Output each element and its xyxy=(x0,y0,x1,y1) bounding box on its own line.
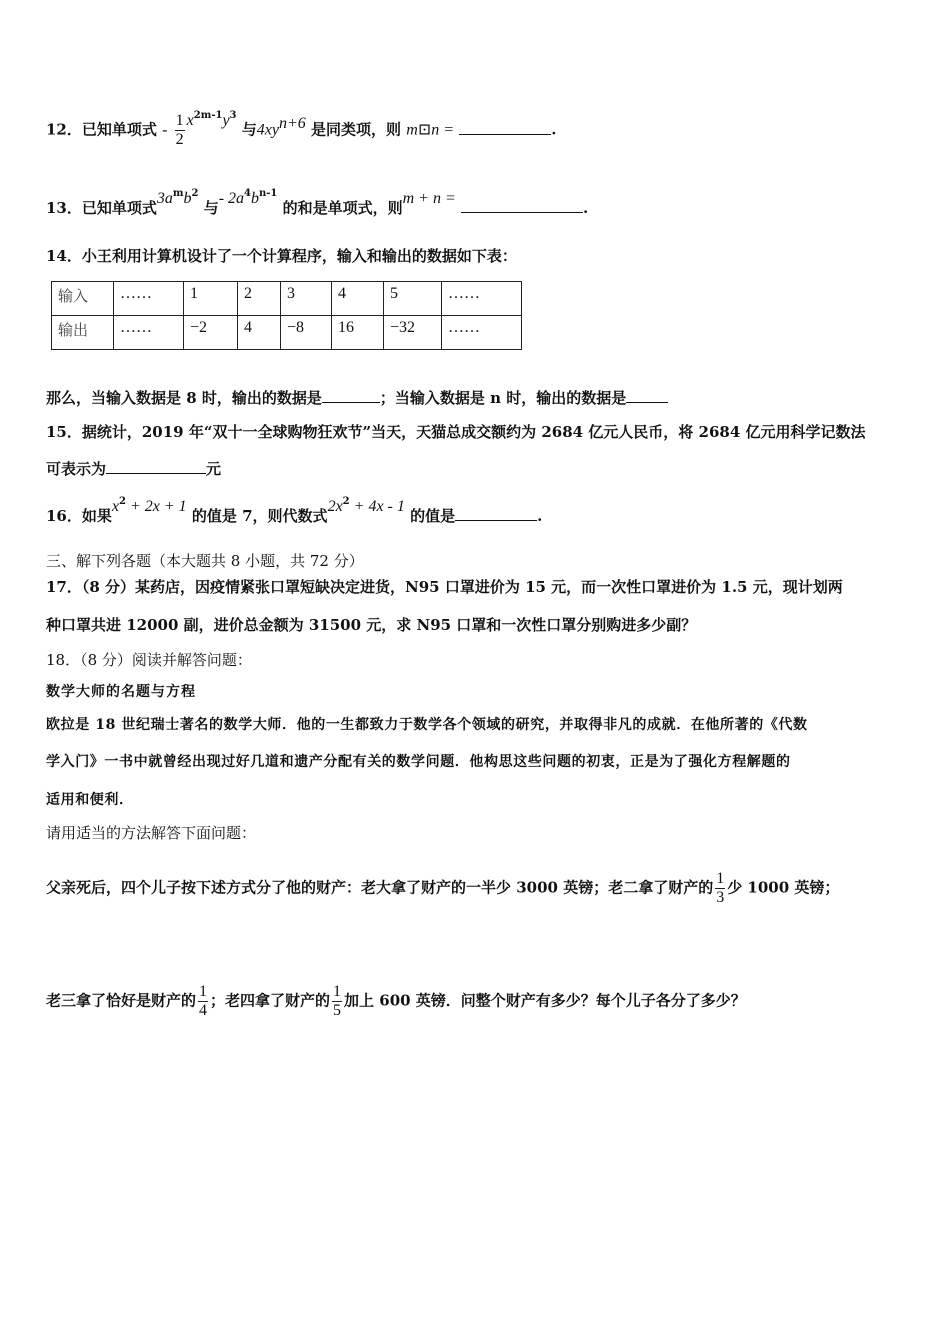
question-15-line2 xyxy=(46,459,221,479)
io-table xyxy=(51,281,522,350)
q13-term1-b-exp: 2 xyxy=(191,188,199,199)
q15-line1: 15．据统计，2019 年“双十一全球购物狂欢节”当天，天猫总成交额约为 2684 亿元人民币，将 2684 亿元用科学记数法 xyxy=(46,423,866,441)
q18-frac3-num: 1 xyxy=(333,983,342,1000)
q14-answer-blank-1[interactable] xyxy=(322,388,380,403)
q16-end: . xyxy=(537,507,543,525)
question-14-followup xyxy=(46,388,668,408)
table-cell: …… xyxy=(442,316,522,350)
question-18-line1 xyxy=(46,650,252,670)
q18-title: 数学大师的名题与方程 xyxy=(46,684,196,700)
table-row-input xyxy=(52,282,522,316)
q14-text: 14．小王利用计算机设计了一个计算程序，输入和输出的数据如下表： xyxy=(46,247,517,265)
q16-expr1-exp: 2 xyxy=(118,496,126,507)
q16-expr2-rest: + 4x - 1 xyxy=(349,498,405,515)
q12-prefix: 12．已知单项式 xyxy=(46,120,157,139)
table-cell: …… xyxy=(114,316,184,350)
table-cell: 1 xyxy=(184,282,238,316)
q14-answer-blank-2[interactable] xyxy=(626,388,668,403)
q12-frac-num: 1 xyxy=(175,112,184,129)
q16-expr1-rest: + 2x + 1 xyxy=(125,498,187,515)
q14-followup-b: ；当输入数据是 n 时，输出的数据是 xyxy=(379,389,627,407)
table-cell-output-label: 输出 xyxy=(52,316,114,350)
q13-term2-b: b xyxy=(250,190,259,207)
q13-prefix: 13．已知单项式 xyxy=(46,199,157,217)
q18-fraction-third xyxy=(715,870,725,907)
q12-fraction xyxy=(175,112,185,149)
question-17-line1 xyxy=(46,577,843,597)
q12-term2: 4xy xyxy=(256,121,279,139)
table-cell: 5 xyxy=(384,282,442,316)
q12-term1-sign: - xyxy=(162,121,168,139)
q18-fraction-quarter xyxy=(198,983,208,1020)
q13-end: . xyxy=(583,199,589,217)
question-13 xyxy=(46,188,589,221)
q13-term2: - 2a xyxy=(218,190,245,207)
q13-expr: m + n = xyxy=(402,190,456,207)
question-17-line2 xyxy=(46,615,696,635)
table-cell: 2 xyxy=(238,282,281,316)
table-cell-input-label: 输入 xyxy=(52,282,114,316)
q12-mid: 与 xyxy=(241,120,257,139)
section-3-title: 三、解下列各题（本大题共 8 小题，共 72 分） xyxy=(46,552,364,570)
q13-suffix: 的和是单项式，则 xyxy=(282,199,403,217)
table-cell: 4 xyxy=(238,316,281,350)
q12-term1-x: x xyxy=(186,111,194,129)
table-cell: −32 xyxy=(384,316,442,350)
q18-para3: 适用和便利． xyxy=(46,792,134,808)
q17-line1: 17．（8 分）某药店，因疫情紧张口罩短缺决定进货，N95 口罩进价为 15 元，而一次性口罩进价为 1.5 元，现计划两 xyxy=(46,578,843,596)
table-cell: …… xyxy=(114,282,184,316)
q12-expr-m: m xyxy=(406,121,418,139)
question-15-line1 xyxy=(46,422,866,442)
q18-problem-line-1 xyxy=(46,870,839,907)
q12-term1-y: y xyxy=(222,111,230,129)
q18-frac2-num: 1 xyxy=(199,983,208,1000)
q13-term1-b: b xyxy=(183,190,192,207)
q18-problem1-b: 少 1000 英镑； xyxy=(727,878,840,897)
q18-reading-title xyxy=(46,682,196,702)
question-14 xyxy=(46,246,517,266)
table-row-output xyxy=(52,316,522,350)
q13-answer-blank[interactable] xyxy=(461,198,583,213)
q16-mid: 的值是 7，则代数式 xyxy=(191,507,328,525)
q13-term2-b-exp: n-1 xyxy=(258,188,278,199)
q18-problem1-a: 父亲死后，四个儿子按下述方式分了他的财产：老大拿了财产的一半少 3000 英镑；老二拿了财产的 xyxy=(46,878,714,897)
q12-frac-den: 2 xyxy=(175,131,184,148)
q12-expr-n: n = xyxy=(431,121,455,139)
q15-answer-blank[interactable] xyxy=(106,459,206,474)
table-cell: −8 xyxy=(281,316,332,350)
q18-para1: 欧拉是 18 世纪瑞士著名的数学大师．他的一生都致力于数学各个领域的研究，并取得非凡的成就．在他所著的《代数 xyxy=(46,717,808,733)
q14-followup-a: 那么，当输入数据是 8 时，输出的数据是 xyxy=(46,389,322,407)
q18-problem-line-2 xyxy=(46,983,746,1020)
q18-frac1-num: 1 xyxy=(716,870,725,887)
q12-expr-op: ⊡ xyxy=(417,121,432,139)
q15-line2-b: 元 xyxy=(206,460,222,478)
q18-problem2-c: 加上 600 英镑．问整个财产有多少？每个儿子各分了多少？ xyxy=(344,991,746,1010)
q18-fraction-fifth xyxy=(332,983,342,1020)
q15-line2-a: 可表示为 xyxy=(46,460,107,478)
q18-instruction-line xyxy=(46,823,256,843)
table-cell: 3 xyxy=(281,282,332,316)
q12-end: . xyxy=(551,120,557,139)
q18-frac3-den: 5 xyxy=(333,1002,342,1019)
q18-problem2-b: ；老四拿了财产的 xyxy=(210,991,331,1010)
q16-prefix: 16．如果 xyxy=(46,507,112,525)
q18-instruction: 请用适当的方法解答下面问题： xyxy=(46,824,257,842)
q18-frac1-den: 3 xyxy=(716,889,725,906)
q18-line1: 18．（8 分）阅读并解答问题： xyxy=(46,651,252,669)
q16-suffix: 的值是 xyxy=(410,507,456,525)
q12-term1-y-exp: 3 xyxy=(229,109,237,121)
q13-term1-exp: m xyxy=(172,188,184,199)
q12-suffix: 是同类项，则 xyxy=(311,120,402,139)
q16-answer-blank[interactable] xyxy=(455,506,537,521)
q18-para-3 xyxy=(46,790,134,810)
q12-term2-exp: n+6 xyxy=(278,114,306,132)
question-12 xyxy=(46,109,557,149)
q16-expr2: 2x xyxy=(327,498,343,515)
q13-term2-exp: 4 xyxy=(244,188,251,199)
table-cell: 16 xyxy=(332,316,384,350)
q18-problem2-a: 老三拿了恰好是财产的 xyxy=(46,991,197,1010)
q17-line2: 种口罩共进 12000 副，进价总金额为 31500 元，求 N95 口罩和一次性口罩分别购进多少副？ xyxy=(46,616,697,634)
table-cell: 4 xyxy=(332,282,384,316)
section-3-heading xyxy=(46,551,364,571)
q12-term1-x-exp: 2m-1 xyxy=(193,109,223,121)
q13-term1: 3a xyxy=(156,190,173,207)
table-cell: …… xyxy=(442,282,522,316)
q18-para2: 学入门》一书中就曾经出现过好几道和遗产分配有关的数学问题．他构思这些问题的初衷，正是为了强化方程解题的 xyxy=(46,754,791,770)
q12-answer-blank[interactable] xyxy=(459,120,551,135)
question-16 xyxy=(46,496,543,529)
q16-expr2-exp: 2 xyxy=(342,496,350,507)
q18-frac2-den: 4 xyxy=(199,1002,208,1019)
q18-para-1 xyxy=(46,715,808,735)
q16-expr1: x xyxy=(111,498,119,515)
q18-para-2 xyxy=(46,752,791,772)
table-cell: −2 xyxy=(184,316,238,350)
q13-mid: 与 xyxy=(203,199,219,217)
